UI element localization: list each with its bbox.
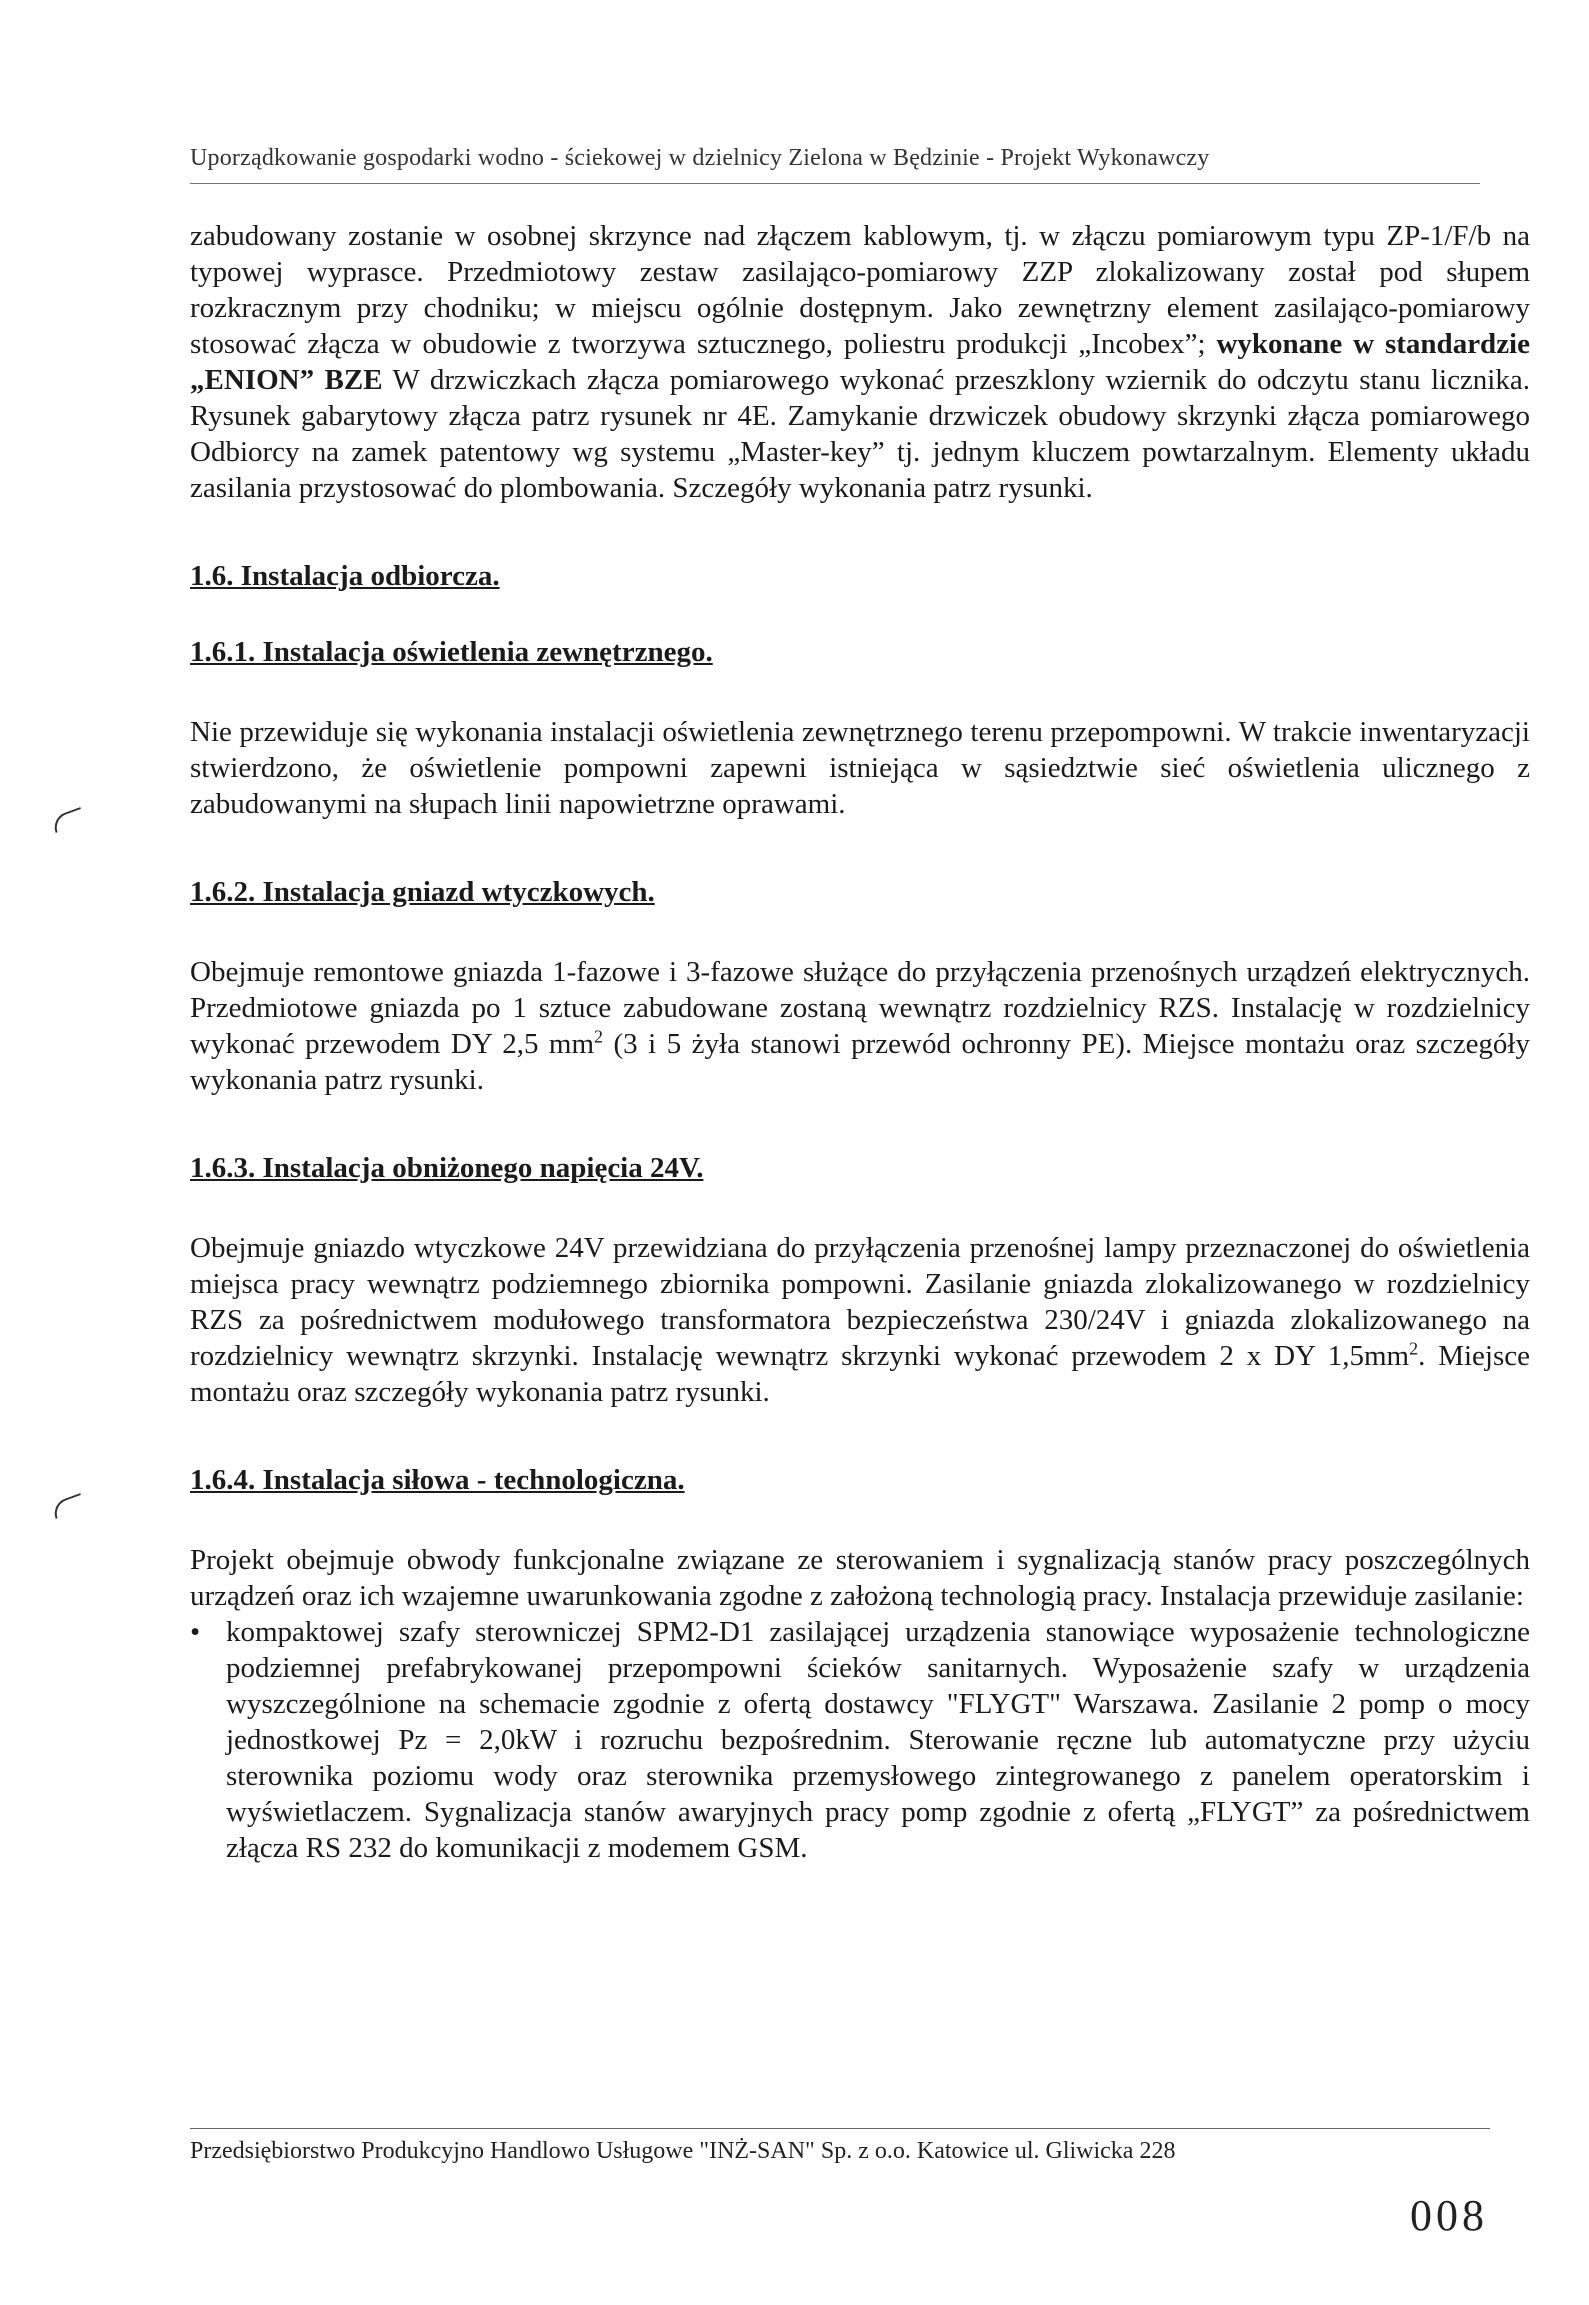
footer-text: Przedsiębiorstwo Produkcyjno Handlowo Usługowe "INŻ-SAN" Sp. z o.o. Katowice ul. Gliwicka 228 bbox=[190, 2138, 1176, 2164]
section-1-6-4-title: 1.6.4. Instalacja siłowa - technologiczna. bbox=[190, 1464, 685, 1496]
margin-mark bbox=[50, 1493, 86, 1519]
section-1-6-3-text-b: . Miejsce montażu oraz szczegóły wykonania patrz rysunki. bbox=[190, 1340, 1530, 1408]
page-header bbox=[190, 145, 1480, 172]
bullet-icon: • bbox=[190, 1616, 201, 1648]
superscript: 2 bbox=[1409, 1338, 1419, 1359]
section-1-6-3-title: 1.6.3. Instalacja obniżonego napięcia 24V. bbox=[190, 1152, 704, 1184]
list-item bbox=[190, 1614, 1530, 1866]
section-1-6-2-text-b: (3 i 5 żyła stanowi przewód ochronny PE). Miejsce montażu oraz szczegóły wykonania patrz rysunki. bbox=[190, 1028, 1530, 1096]
margin-mark bbox=[50, 807, 86, 833]
document-body bbox=[190, 218, 1530, 1866]
intro-text-bold: wykonane w standardzie „ENION” BZE bbox=[190, 328, 1530, 396]
footer-rule bbox=[190, 2128, 1490, 2129]
bullet-list bbox=[190, 1614, 1530, 1866]
section-1-6-2-text bbox=[190, 954, 1530, 1098]
section-1-6-2-title: 1.6.2. Instalacja gniazd wtyczkowych. bbox=[190, 876, 655, 908]
header-title: Uporządkowanie gospodarki wodno - ściekowej w dzielnicy Zielona w Będzinie - Projekt Wykonawczy bbox=[190, 145, 1210, 171]
section-1-6-title: 1.6. Instalacja odbiorcza. bbox=[190, 560, 500, 592]
section-1-6-1-title: 1.6.1. Instalacja oświetlenia zewnętrznego. bbox=[190, 636, 713, 668]
page-number: 008 bbox=[1410, 2191, 1488, 2240]
section-1-6-1-text: Nie przewiduje się wykonania instalacji oświetlenia zewnętrznego terenu przepompowni. W trakcie inwentaryzacji stwierdzono, że oświetlenie pompowni zapewni istniejąca w sąsiedztwie sieć oświetlenia ulicznego z zabudowanymi na słupach linii napowietrzne oprawami. bbox=[190, 716, 1530, 820]
section-1-6-2-text-a: Obejmuje remontowe gniazda 1-fazowe i 3-fazowe służące do przyłączenia przenośnych urządzeń elektrycznych. Przedmiotowe gniazda po 1 sztuce zabudowane zostaną wewnątrz rozdzielnicy RZS. Instalację w rozdzielnicy wykonać przewodem DY 2,5 mm bbox=[190, 956, 1530, 1060]
intro-paragraph bbox=[190, 218, 1530, 506]
section-1-6-4-text: Projekt obejmuje obwody funkcjonalne związane ze sterowaniem i sygnalizacją stanów pracy poszczególnych urządzeń oraz ich wzajemne uwarunkowania zgodne z założoną technologią pracy. Instalacja przewiduje zasilanie: bbox=[190, 1544, 1530, 1612]
header-rule bbox=[190, 183, 1480, 184]
superscript: 2 bbox=[594, 1026, 604, 1047]
list-item-text: kompaktowej szafy sterowniczej SPM2-D1 zasilającej urządzenia stanowiące wyposażenie technologiczne podziemnej prefabrykowanej przepompowni ścieków sanitarnych. Wyposażenie szafy w urządzenia wyszczególnione na schemacie zgodnie z ofertą dostawcy "FLYGT" Warszawa. Zasilanie 2 pomp o mocy jednostkowej Pz = 2,0kW i rozruchu bezpośrednim. Sterowanie ręczne lub automatyczne przy użyciu sterownika poziomu wody oraz sterownika przemysłowego zintegrowanego z panelem operatorskim i wyświetlaczem. Sygnalizacja stanów awaryjnych pracy pomp zgodnie z ofertą „FLYGT” za pośrednictwem złącza RS 232 do komunikacji z modemem GSM. bbox=[226, 1616, 1530, 1864]
section-1-6-3-text-a: Obejmuje gniazdo wtyczkowe 24V przewidziana do przyłączenia przenośnej lampy przeznaczonej do oświetlenia miejsca pracy wewnątrz podziemnego zbiornika pompowni. Zasilanie gniazda zlokalizowanego w rozdzielnicy RZS za pośrednictwem modułowego transformatora bezpieczeństwa 230/24V i gniazda zlokalizowanego na rozdzielnicy wewnątrz skrzynki. Instalację wewnątrz skrzynki wykonać przewodem 2 x DY 1,5mm bbox=[190, 1232, 1530, 1372]
section-1-6-3-text bbox=[190, 1230, 1530, 1410]
intro-text-part1: zabudowany zostanie w osobnej skrzynce nad złączem kablowym, tj. w złączu pomiarowym typu ZP-1/F/b na typowej wyprasce. Przedmiotowy zestaw zasilająco-pomiarowy ZZP zlokalizowany został pod słupem rozkracznym przy chodniku; w miejscu ogólnie dostępnym. Jako zewnętrzny element zasilająco-pomiarowy stosować złącza w obudowie z tworzywa sztucznego, poliestru produkcji „Incobex”; bbox=[190, 220, 1530, 360]
intro-text-part2: W drzwiczkach złącza pomiarowego wykonać przeszklony wziernik do odczytu stanu licznika. Rysunek gabarytowy złącza patrz rysunek nr 4E. Zamykanie drzwiczek obudowy skrzynki złącza pomiarowego Odbiorcy na zamek patentowy wg systemu „Master-key” tj. jednym kluczem powtarzalnym. Elementy układu zasilania przystosować do plombowania. Szczegóły wykonania patrz rysunki. bbox=[190, 364, 1530, 504]
